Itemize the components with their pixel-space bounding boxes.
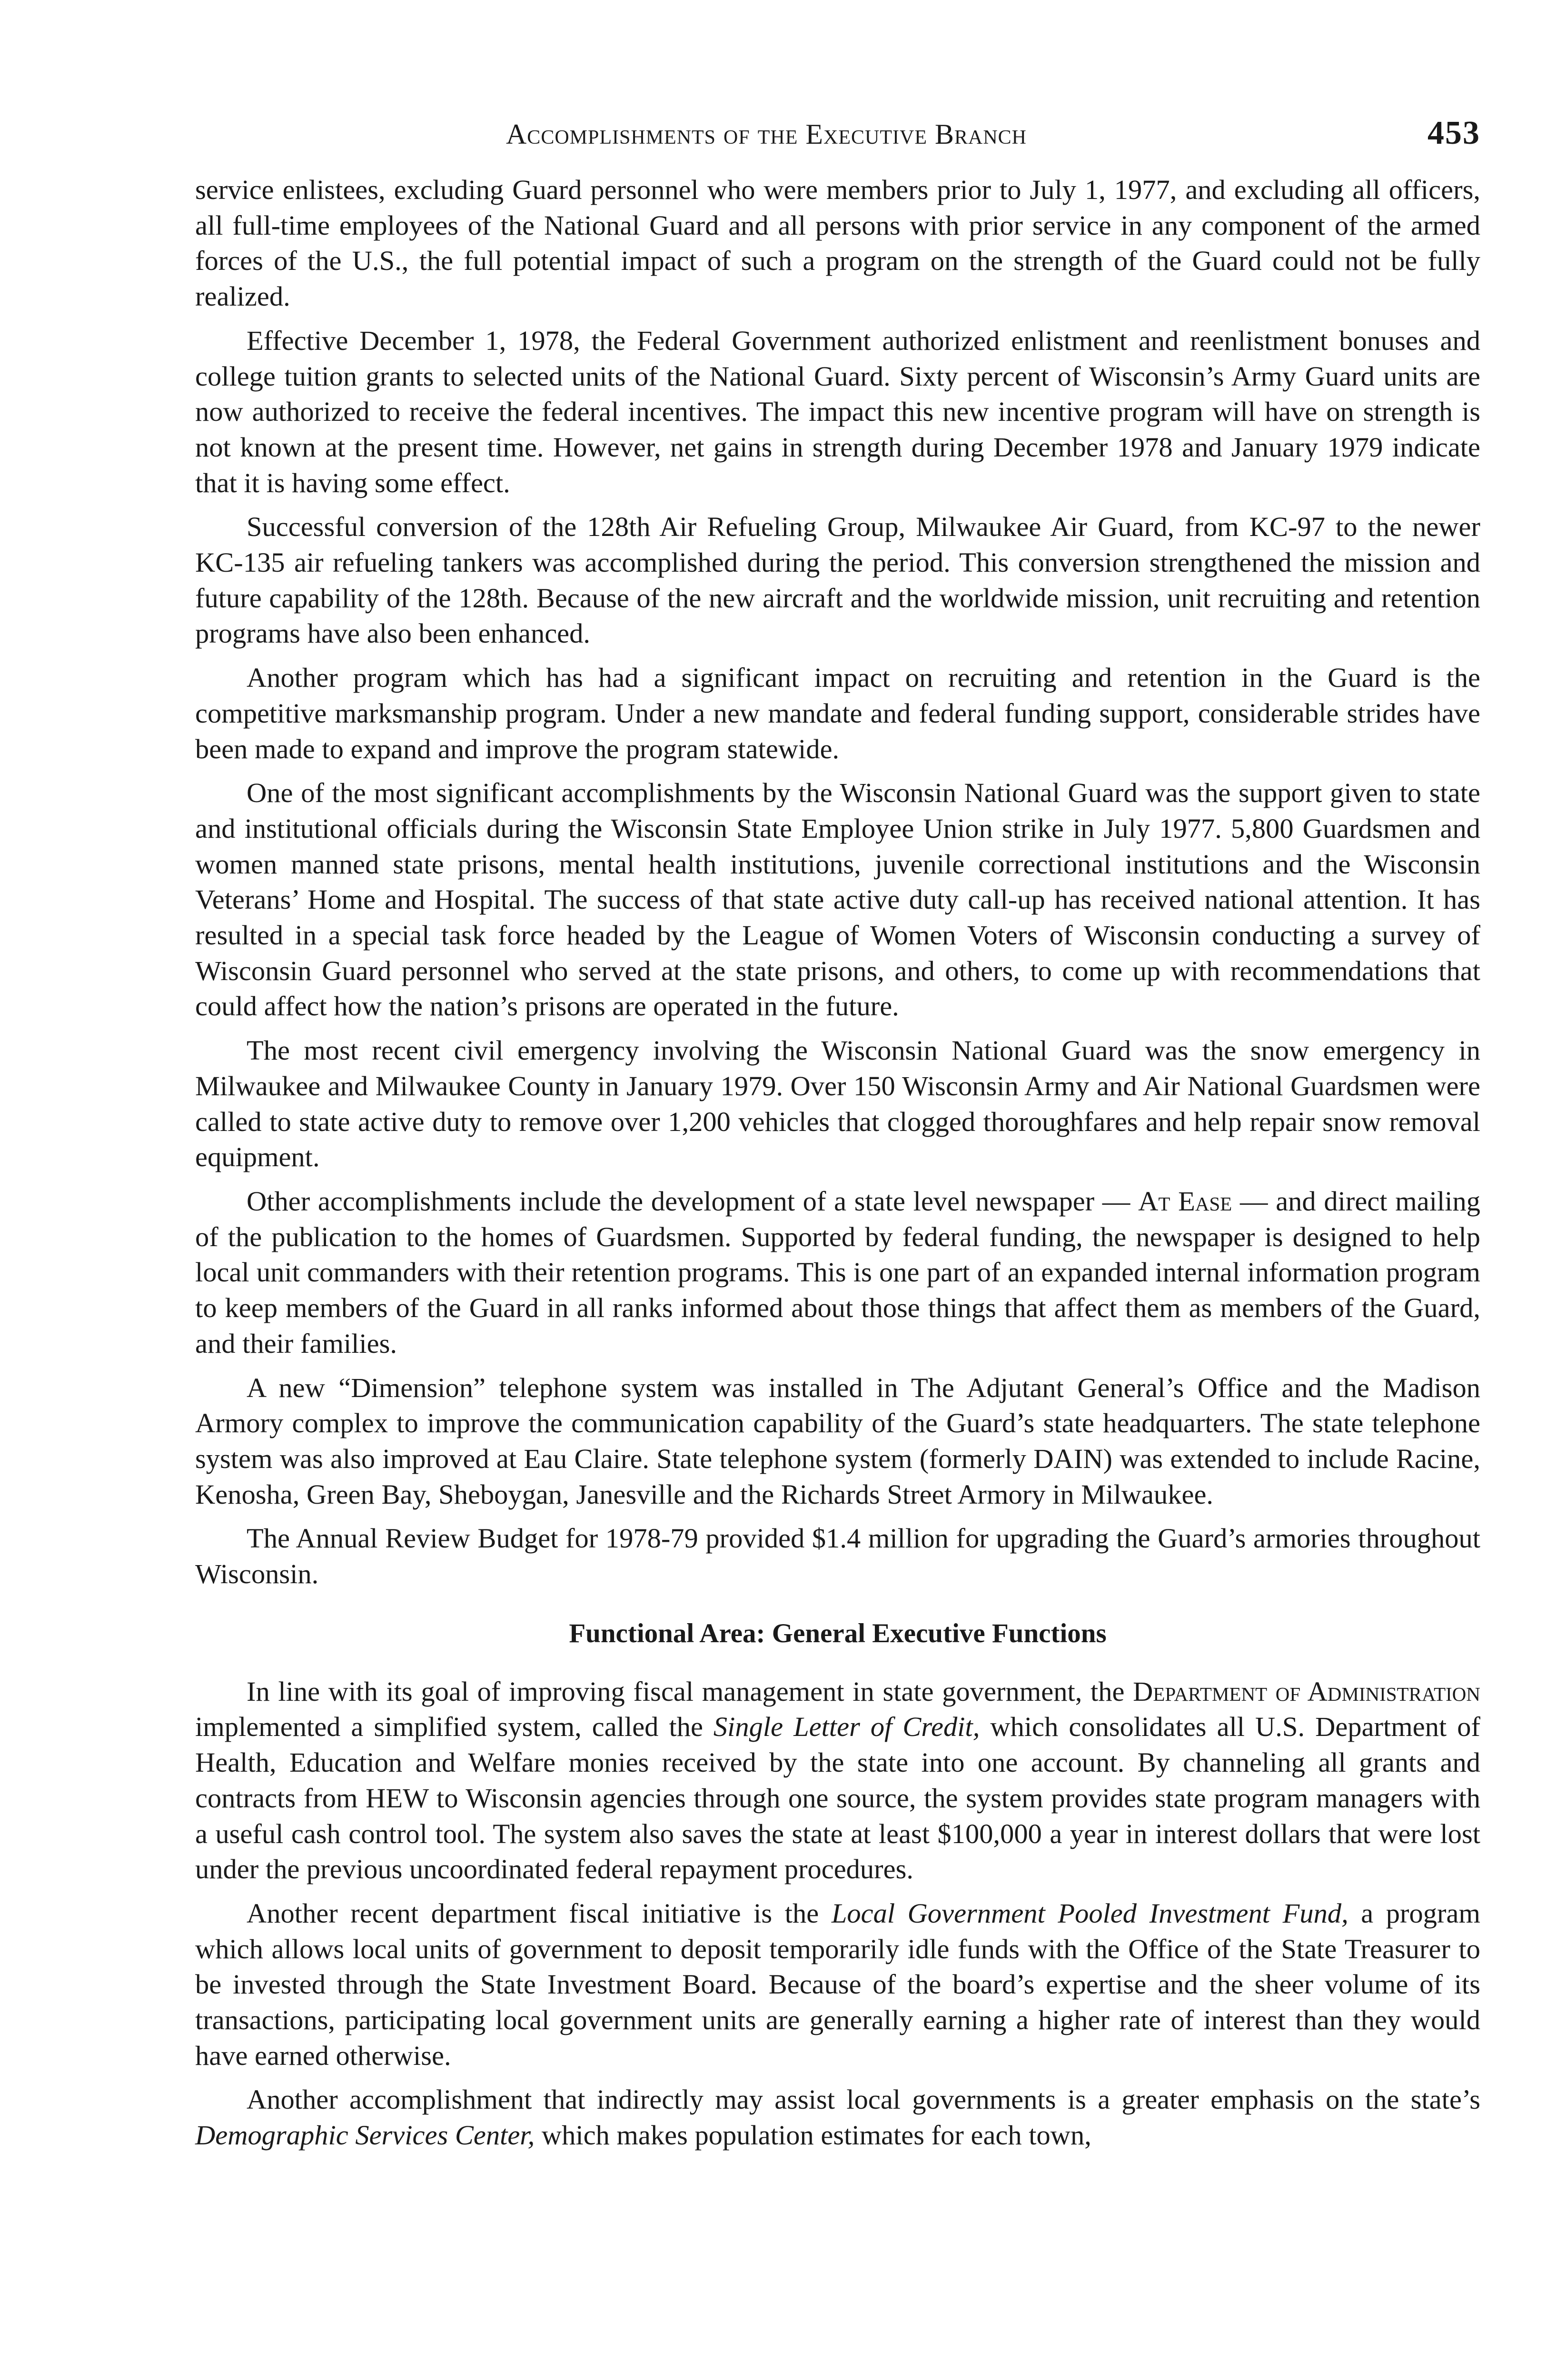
paragraph-air-refueling: Successful conversion of the 128th Air Refueling Group, Milwaukee Air Guard, from KC-97 to the newer KC-135 air refueling tankers was accomplished during the period. This conversion strengthened the mission and future capability of the 128th. Because of the new aircraft and the worldwide mission, unit recruiting and retention programs have also been enhanced. (195, 511, 1480, 649)
page-number: 453 (1427, 115, 1480, 151)
running-header (195, 109, 1480, 162)
paragraph-strike-support: One of the most significant accomplishments by the Wisconsin National Guard was the support given to state and institutional officials during the Wisconsin State Employee Union strike in July 1977. 5,800 Guardsmen and women manned state prisons, mental health institutions, juvenile correctional institutions and the Wisconsin Veterans’ Home and Hospital. The success of that state active duty call-up has received national attention. It has resulted in a special task force headed by the League of Women Voters of Wisconsin conducting a survey of Wisconsin Guard personnel who served at the state prisons, and others, to come up with recommendations that could affect how the nation’s prisons are operated in the future. (195, 777, 1480, 1022)
paragraph-continued-enlistees: service enlistees, excluding Guard personnel who were members prior to July 1, 1977, and excluding all officers, all full-time employees of the National Guard and all persons with prior service in any component of the armed forces of the U.S., the full potential impact of such a program on the strength of the Guard could not be fully realized. (195, 174, 1480, 312)
paragraph-demographic (195, 2082, 1480, 2153)
doa-text-3: which consolidates all U.S. Department of Health, Education and Welfare monies received by the state into one account. By channeling all grants and contracts from HEW to Wisconsin agencies through one source, the system provides state program managers with a useful cash control tool. The system also saves the state at least $100,000 a year in interest dollars that were lost under the previous uncoordinated federal repayment procedures. (195, 1711, 1480, 1885)
paragraph-telephone: A new “Dimension” telephone system was installed in The Adjutant General’s Office and the Madison Armory complex to improve the communication capability of the Guard’s state headquarters. The state telephone system was also improved at Eau Claire. State telephone system (formerly DAIN) was extended to include Racine, Kenosha, Green Bay, Sheboygan, Janesville and the Richards Street Armory in Milwaukee. (195, 1372, 1480, 1510)
department-name: Department of Administration (1133, 1676, 1481, 1707)
doa-text-2: implemented a simplified system, called the (195, 1711, 714, 1743)
newspaper-text-before: Other accomplishments include the development of a state level newspaper — (247, 1185, 1139, 1217)
demographic-center-term: Demographic Services Center, (195, 2120, 535, 2151)
doa-text-1: In line with its goal of improving fiscal management in state government, the (247, 1676, 1133, 1707)
section-heading: Functional Area: General Executive Functions (569, 1618, 1107, 1648)
newspaper-text-after: — and direct mailing of the publication to the homes of Guardsmen. Supported by federal funding, the newspaper is designed to help local unit commanders with their retention programs. This is one part of an expanded internal information program to keep members of the Guard in all ranks informed about those things that affect them as members of the Guard, and their families. (195, 1185, 1480, 1359)
fund-text-1: Another recent department fiscal initiative is the (247, 1897, 832, 1929)
running-title: Accomplishments of the Executive Branch (505, 119, 1027, 150)
letter-of-credit-term: Single Letter of Credit, (713, 1711, 980, 1743)
body-text (195, 172, 1480, 2153)
pooled-fund-term: Local Government Pooled Investment Fund, (831, 1897, 1348, 1929)
paragraph-budget: The Annual Review Budget for 1978-79 provided $1.4 million for upgrading the Guard’s armories throughout Wisconsin. (195, 1523, 1480, 1590)
demographic-text-2: which makes population estimates for each town, (535, 2120, 1091, 2151)
paragraph-newspaper (195, 1184, 1480, 1362)
newspaper-name: At Ease (1138, 1185, 1232, 1217)
paragraph-incentives: Effective December 1, 1978, the Federal Government authorized enlistment and reenlistment bonuses and college tuition grants to selected units of the National Guard. Sixty percent of Wisconsin’s Army Guard units are now authorized to receive the federal incentives. The impact this new incentive program will have on strength is not known at the present time. However, net gains in strength during December 1978 and January 1979 indicate that it is having some effect. (195, 325, 1480, 498)
paragraph-snow-emergency: The most recent civil emergency involving the Wisconsin National Guard was the snow emergency in Milwaukee and Milwaukee County in January 1979. Over 150 Wisconsin Army and Air National Guardsmen were called to state active duty to remove over 1,200 vehicles that clogged thoroughfares and help repair snow removal equipment. (195, 1035, 1480, 1173)
demographic-text-1: Another accomplishment that indirectly may assist local governments is a greater emphasis on the state’s (247, 2084, 1480, 2115)
paragraph-pooled-fund (195, 1896, 1480, 2074)
paragraph-letter-of-credit (195, 1674, 1480, 1887)
paragraph-marksmanship: Another program which has had a significant impact on recruiting and retention in the Guard is the competitive marksmanship program. Under a new mandate and federal funding support, considerable strides have been made to expand and improve the program statewide. (195, 662, 1480, 764)
document-page (195, 109, 1480, 2380)
fund-text-2: a program which allows local units of government to deposit temporarily idle funds with the Office of the State Treasurer to be invested through the State Investment Board. Because of the board’s expertise and the sheer volume of its transactions, participating local government units are generally earning a higher rate of interest than they would have earned otherwise. (195, 1897, 1480, 2071)
